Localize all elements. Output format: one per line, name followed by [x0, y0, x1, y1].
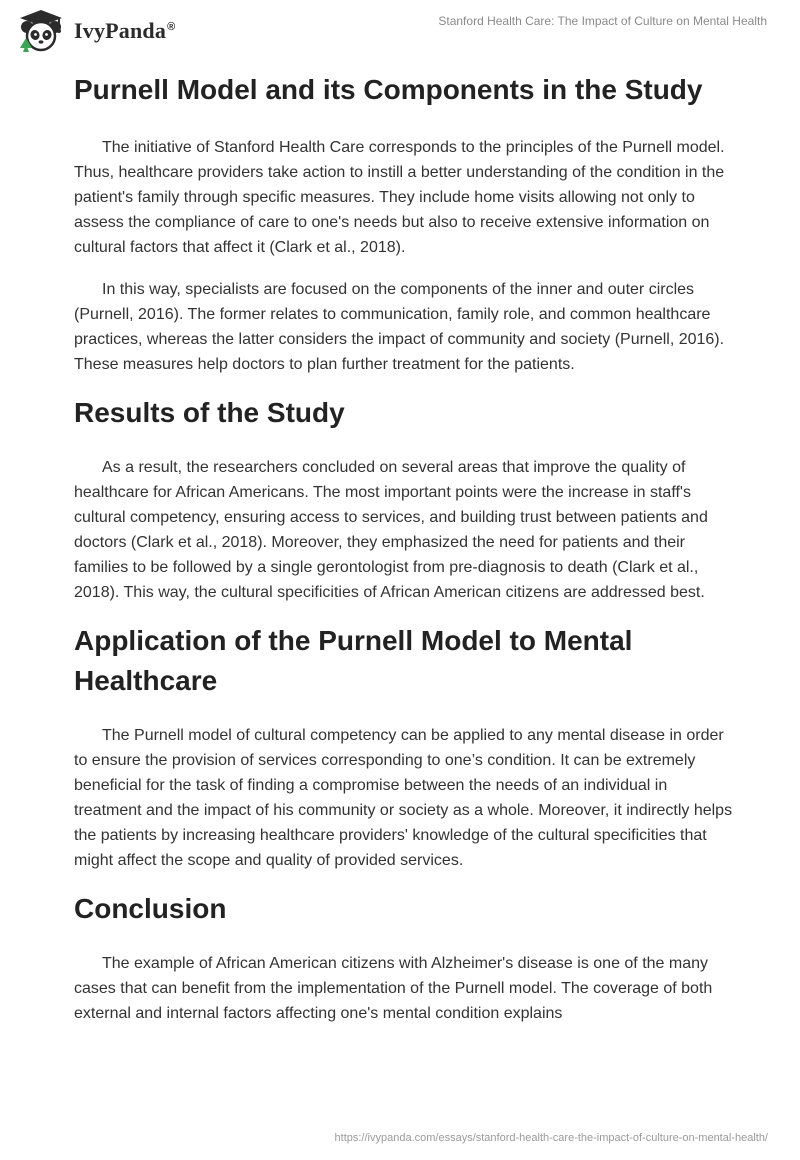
paragraph: The initiative of Stanford Health Care corresponds to the principles of the Purnell model. Thus, healthcare providers take action to instill a better understanding of the condition in the patient's family through specific measures. They include home visits allowing not only to assess the compliance of care to one's needs but also to receive extensive information on cultural factors that affect it (Clark et al., 2018). — [74, 139, 725, 256]
essay-content — [74, 70, 734, 1026]
paragraph: The example of African American citizens with Alzheimer's disease is one of the many cases that can benefit from the implementation of the Purnell model. The coverage of both external and internal factors affecting one's mental condition explains — [74, 955, 713, 1022]
section-heading-results: Results of the Study — [74, 397, 345, 428]
paragraph: In this way, specialists are focused on the components of the inner and outer circles (Purnell, 2016). The former relates to communication, family role, and common healthcare practices, whereas the latter considers the impact of community and society (Purnell, 2016). These measures help doctors to plan further treatment for the patients. — [74, 281, 725, 373]
section-heading-purnell-model: Purnell Model and its Components in the Study — [74, 74, 703, 105]
source-url-link[interactable]: https://ivypanda.com/essays/stanford-health-care-the-impact-of-culture-on-mental-health/ — [334, 1132, 768, 1144]
section-heading-application: Application of the Purnell Model to Mental Healthcare — [74, 625, 633, 696]
brand-name: IvyPanda® — [74, 18, 176, 43]
registered-mark: ® — [167, 20, 176, 33]
page-header — [0, 0, 800, 66]
running-title: Stanford Health Care: The Impact of Culture on Mental Health — [438, 14, 767, 28]
section-heading-conclusion: Conclusion — [74, 893, 227, 924]
panda-graduate-icon — [14, 8, 68, 54]
paragraph: As a result, the researchers concluded on several areas that improve the quality of healthcare for African Americans. The most important points were the increase in staff's cultural competency, ensuring access to services, and building trust between patients and doctors (Clark et al., 2018). Moreover, they emphasized the need for patients and their families to be followed by a single gerontologist from pre-diagnosis to death (Clark et al., 2018). This way, the cultural specificities of African American citizens are addressed best. — [74, 459, 708, 601]
paragraph: The Purnell model of cultural competency can be applied to any mental disease in order to ensure the provision of services corresponding to one’s condition. It can be extremely beneficial for the task of finding a compromise between the needs of an individual in treatment and the impact of his community or society as a whole. Moreover, it indirectly helps the patients by increasing healthcare providers' knowledge of the cultural specificities that might affect the scope and quality of provided services. — [74, 727, 733, 869]
ivypanda-logo[interactable] — [14, 8, 175, 54]
